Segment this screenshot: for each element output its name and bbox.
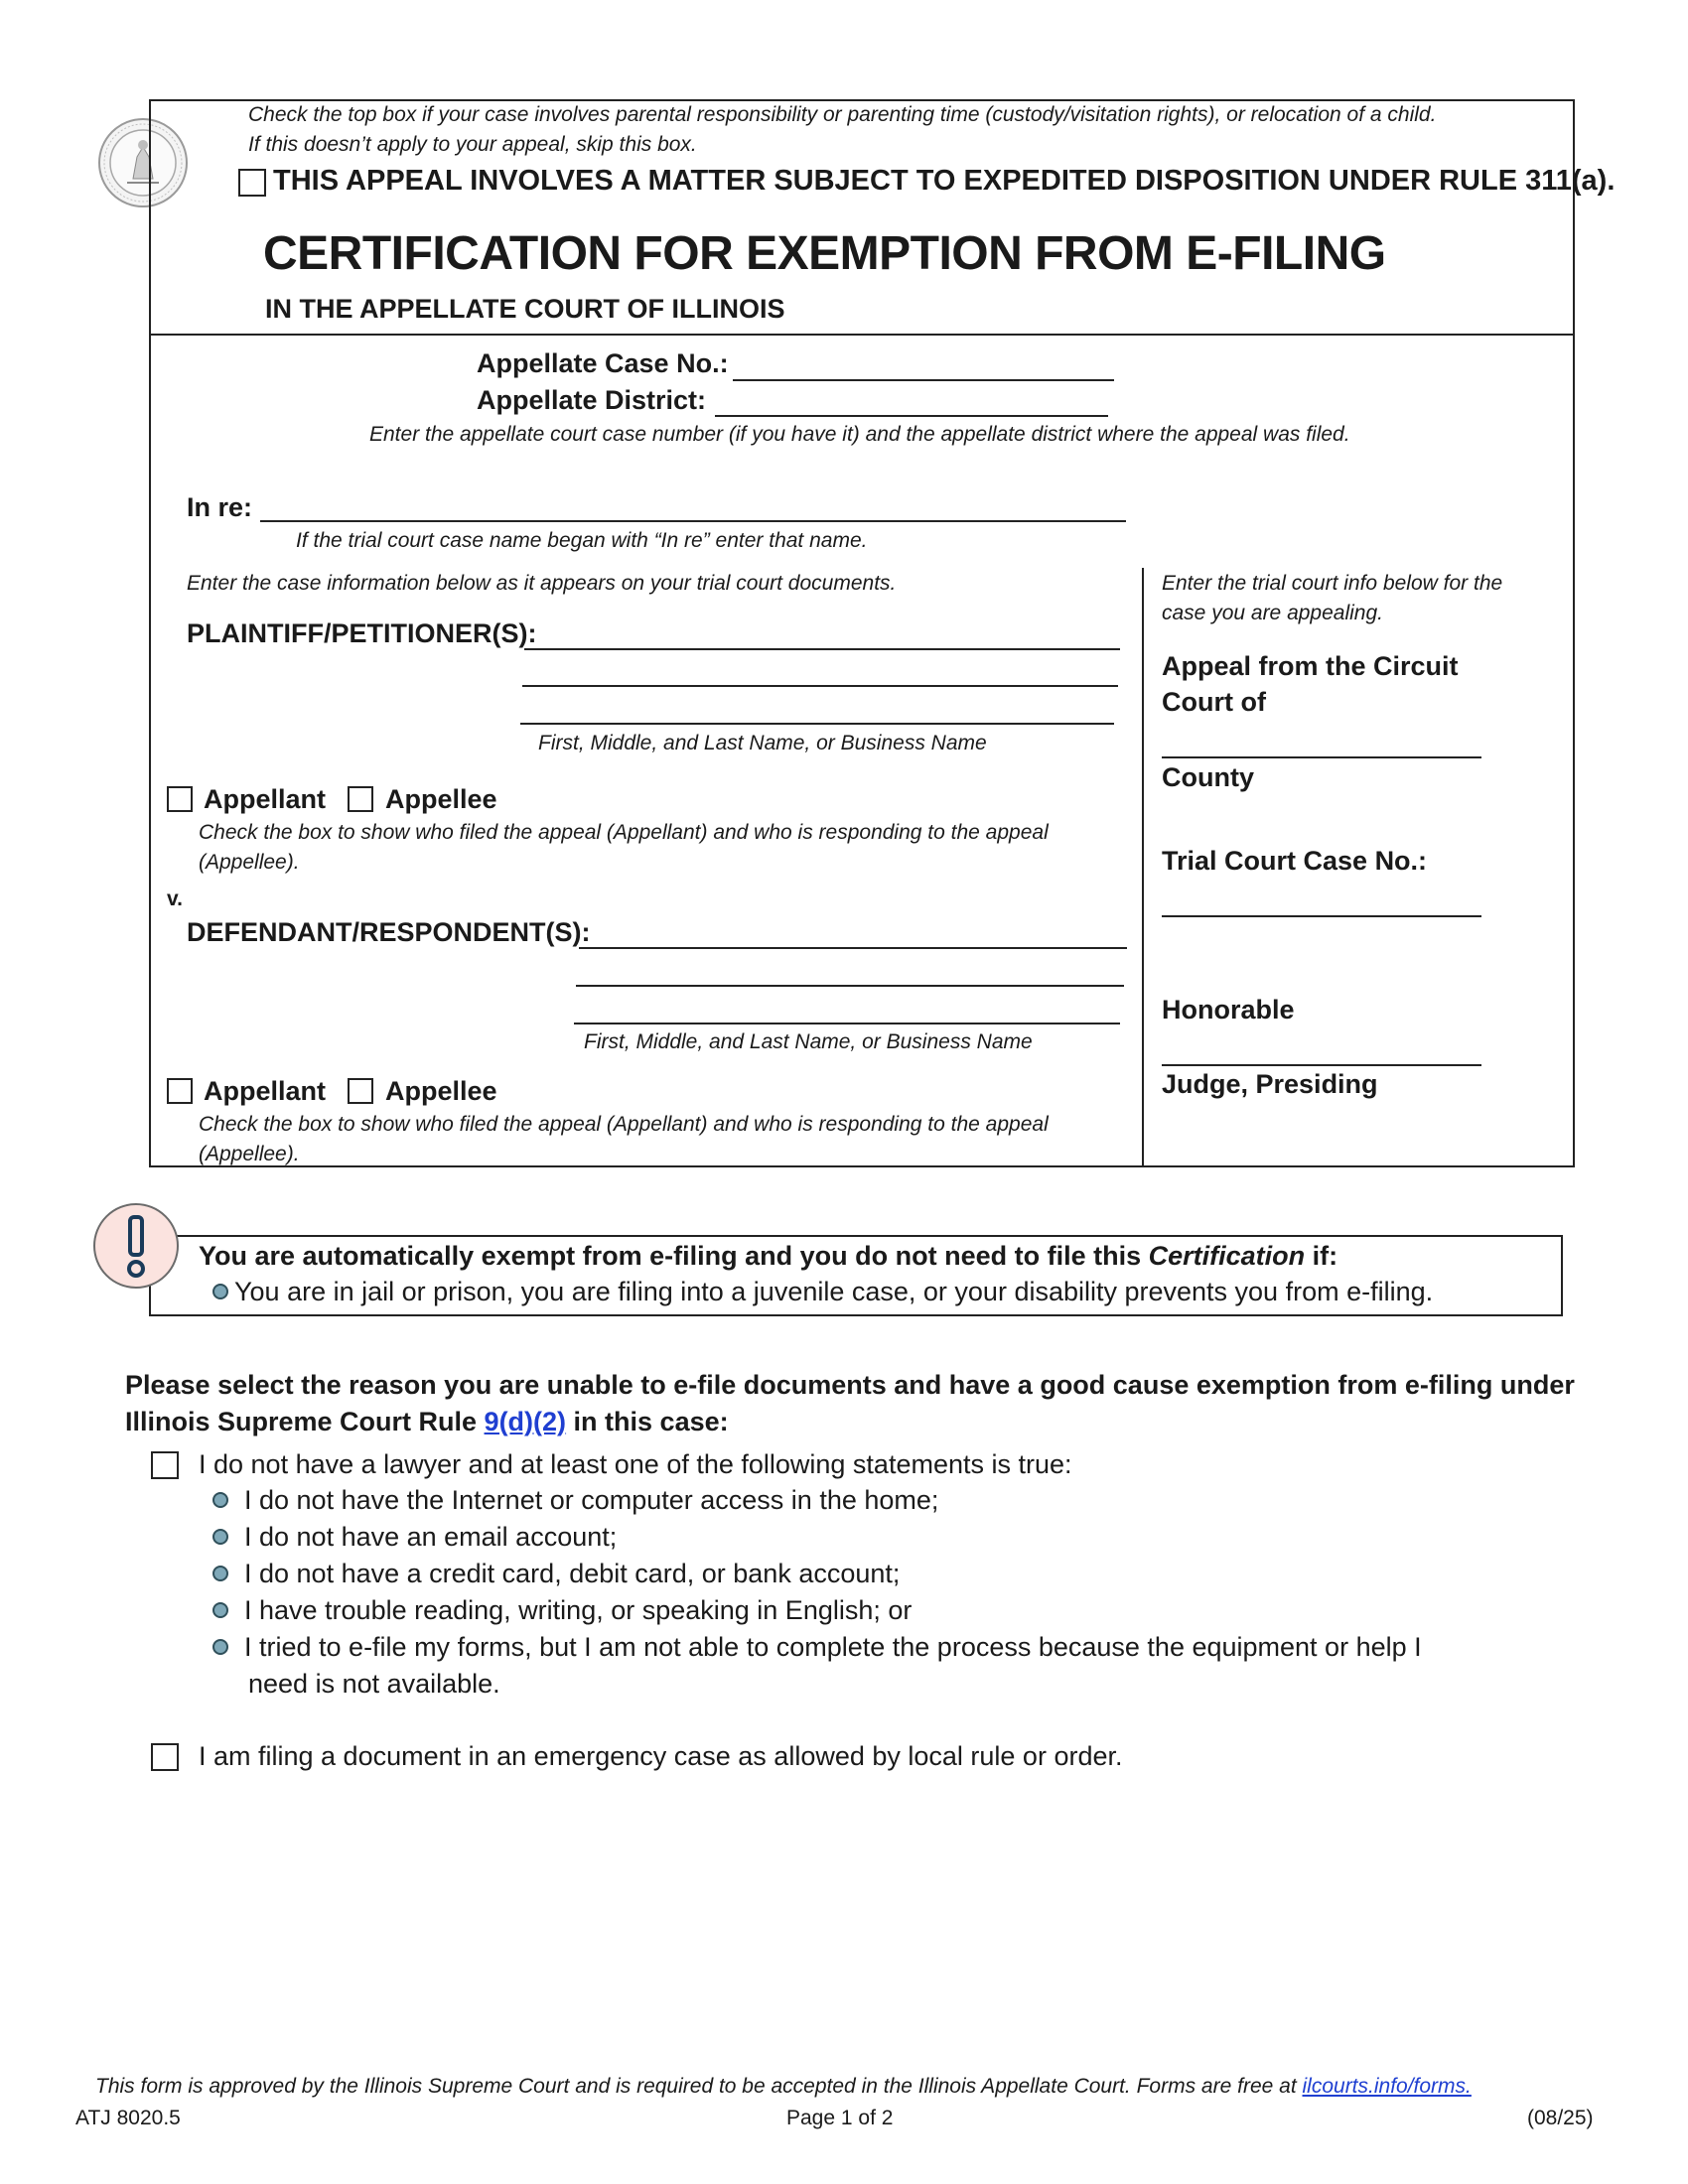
bullet-dot-icon [212,1566,228,1581]
in-re-label: In re: [187,492,253,522]
plaintiff-appellee-checkbox[interactable] [348,786,373,812]
appellate-district-label: Appellate District: [477,385,707,415]
sub-item-text: I do not have the Internet or computer access in the home; [244,1485,939,1515]
plaintiff-name-hint: First, Middle, and Last Name, or Business Name [538,732,987,754]
defendant-name-field-2[interactable] [576,985,1124,987]
bullet-dot-icon [212,1284,228,1299]
form-id: ATJ 8020.5 [75,2107,181,2129]
plaintiff-name-field-1[interactable] [524,648,1120,650]
plaintiff-appellee-label: Appellee [385,784,497,814]
circuit-court-field[interactable] [1162,756,1481,758]
page-subtitle: IN THE APPELLATE COURT OF ILLINOIS [265,294,785,324]
notice-bullet [212,1277,1433,1307]
sub-item-3 [212,1559,900,1589]
sub-item-text: I do not have an email account; [244,1522,618,1552]
plaintiff-label: PLAINTIFF/PETITIONER(S): [187,618,537,648]
appellate-note: Enter the appellate court case number (if you have it) and the appellate district where the appeal was filed. [369,423,1350,446]
trial-note-2: case you are appealing. [1162,602,1383,624]
plaintiff-role-note-1: Check the box to show who filed the appeal (Appellant) and who is responding to the appeal [199,821,1049,844]
in-re-field[interactable] [260,520,1126,522]
trial-case-no-label: Trial Court Case No.: [1162,846,1428,876]
sub-item-2 [212,1522,617,1553]
plaintiff-role-note-2: (Appellee). [199,851,300,874]
notice-heading-after: if: [1305,1241,1338,1271]
emergency-label: I am filing a document in an emergency case as allowed by local rule or order. [199,1741,1123,1771]
appeal-from-label-1: Appeal from the Circuit [1162,651,1459,681]
expedited-checkbox[interactable] [238,169,266,197]
bullet-dot-icon [212,1602,228,1618]
sub-item-1 [212,1485,938,1516]
reasons-intro-2-before: Illinois Supreme Court Rule [125,1407,485,1436]
defendant-name-field-1[interactable] [579,947,1127,949]
trial-case-no-field[interactable] [1162,915,1481,917]
defendant-name-hint: First, Middle, and Last Name, or Business Name [584,1030,1033,1053]
top-note-1: Check the top box if your case involves parental responsibility or parenting time (custody/visitation rights), or relocation of a child. [248,103,1437,126]
sub-item-5-continued: need is not available. [248,1669,500,1699]
reasons-intro-1: Please select the reason you are unable to e-file documents and have a good cause exemption from e-filing under [125,1370,1575,1400]
form-date: (08/25) [1527,2107,1594,2129]
in-re-note: If the trial court case name began with “In re” enter that name. [296,529,868,552]
defendant-appellee-checkbox[interactable] [348,1078,373,1104]
notice-heading-before: You are automatically exempt from e-filing and you do not need to file this [199,1241,1149,1271]
page-number: Page 1 of 2 [786,2107,894,2129]
bullet-dot-icon [212,1492,228,1508]
defendant-name-field-3[interactable] [574,1023,1120,1024]
sub-item-5 [212,1632,1422,1663]
no-lawyer-checkbox[interactable] [151,1451,179,1479]
judge-name-field[interactable] [1162,1064,1481,1066]
bullet-dot-icon [212,1639,228,1655]
plaintiff-name-field-2[interactable] [522,685,1118,687]
footer-approval [95,2075,1472,2099]
defendant-role-note-1: Check the box to show who filed the appeal (Appellant) and who is responding to the appeal [199,1113,1049,1136]
defendant-appellant-label: Appellant [204,1076,327,1106]
sub-item-text: I have trouble reading, writing, or speaking in English; or [244,1595,913,1625]
footer-approval-text: This form is approved by the Illinois Supreme Court and is required to be accepted in the Illinois Appellate Court. Forms are free at [95,2075,1303,2098]
defendant-appellant-checkbox[interactable] [167,1078,193,1104]
case-info-note: Enter the case information below as it appears on your trial court documents. [187,572,897,595]
column-divider [1142,568,1144,1167]
top-note-2: If this doesn’t apply to your appeal, skip this box. [248,133,697,156]
expedited-label: THIS APPEAL INVOLVES A MATTER SUBJECT TO EXPEDITED DISPOSITION UNDER RULE 311(a). [273,165,1616,197]
versus-label: v. [167,887,183,910]
header-divider [149,334,1575,336]
appellate-district-field[interactable] [715,415,1108,417]
sub-item-text: I do not have a credit card, debit card, or bank account; [244,1559,901,1588]
rule-9d2-link[interactable]: 9(d)(2) [484,1407,567,1436]
appellate-case-no-field[interactable] [733,379,1114,381]
defendant-appellee-label: Appellee [385,1076,497,1106]
notice-bullet-text: You are in jail or prison, you are filing into a juvenile case, or your disability prevents you from e-filing. [234,1277,1434,1306]
alert-icon [91,1201,181,1291]
reasons-intro-2-after: in this case: [566,1407,729,1436]
sub-item-text: I tried to e-file my forms, but I am not able to complete the process because the equipment or help I [244,1632,1422,1662]
county-label: County [1162,762,1254,792]
notice-heading [199,1241,1337,1272]
reasons-intro-2 [125,1407,729,1437]
appeal-from-label-2: Court of [1162,687,1266,717]
sub-item-4 [212,1595,912,1626]
trial-note-1: Enter the trial court info below for the [1162,572,1503,595]
plaintiff-name-field-3[interactable] [520,723,1114,725]
forms-link[interactable]: ilcourts.info/forms. [1302,2075,1472,2098]
plaintiff-appellant-label: Appellant [204,784,327,814]
page-title: CERTIFICATION FOR EXEMPTION FROM E-FILING [263,227,1386,280]
defendant-label: DEFENDANT/RESPONDENT(S): [187,917,591,947]
plaintiff-appellant-checkbox[interactable] [167,786,193,812]
defendant-role-note-2: (Appellee). [199,1143,300,1165]
judge-presiding-label: Judge, Presiding [1162,1069,1378,1099]
emergency-checkbox[interactable] [151,1743,179,1771]
notice-heading-italic: Certification [1148,1241,1306,1271]
appellate-case-no-label: Appellate Case No.: [477,348,729,378]
honorable-label: Honorable [1162,995,1295,1024]
bullet-dot-icon [212,1529,228,1545]
no-lawyer-label: I do not have a lawyer and at least one of the following statements is true: [199,1449,1072,1479]
